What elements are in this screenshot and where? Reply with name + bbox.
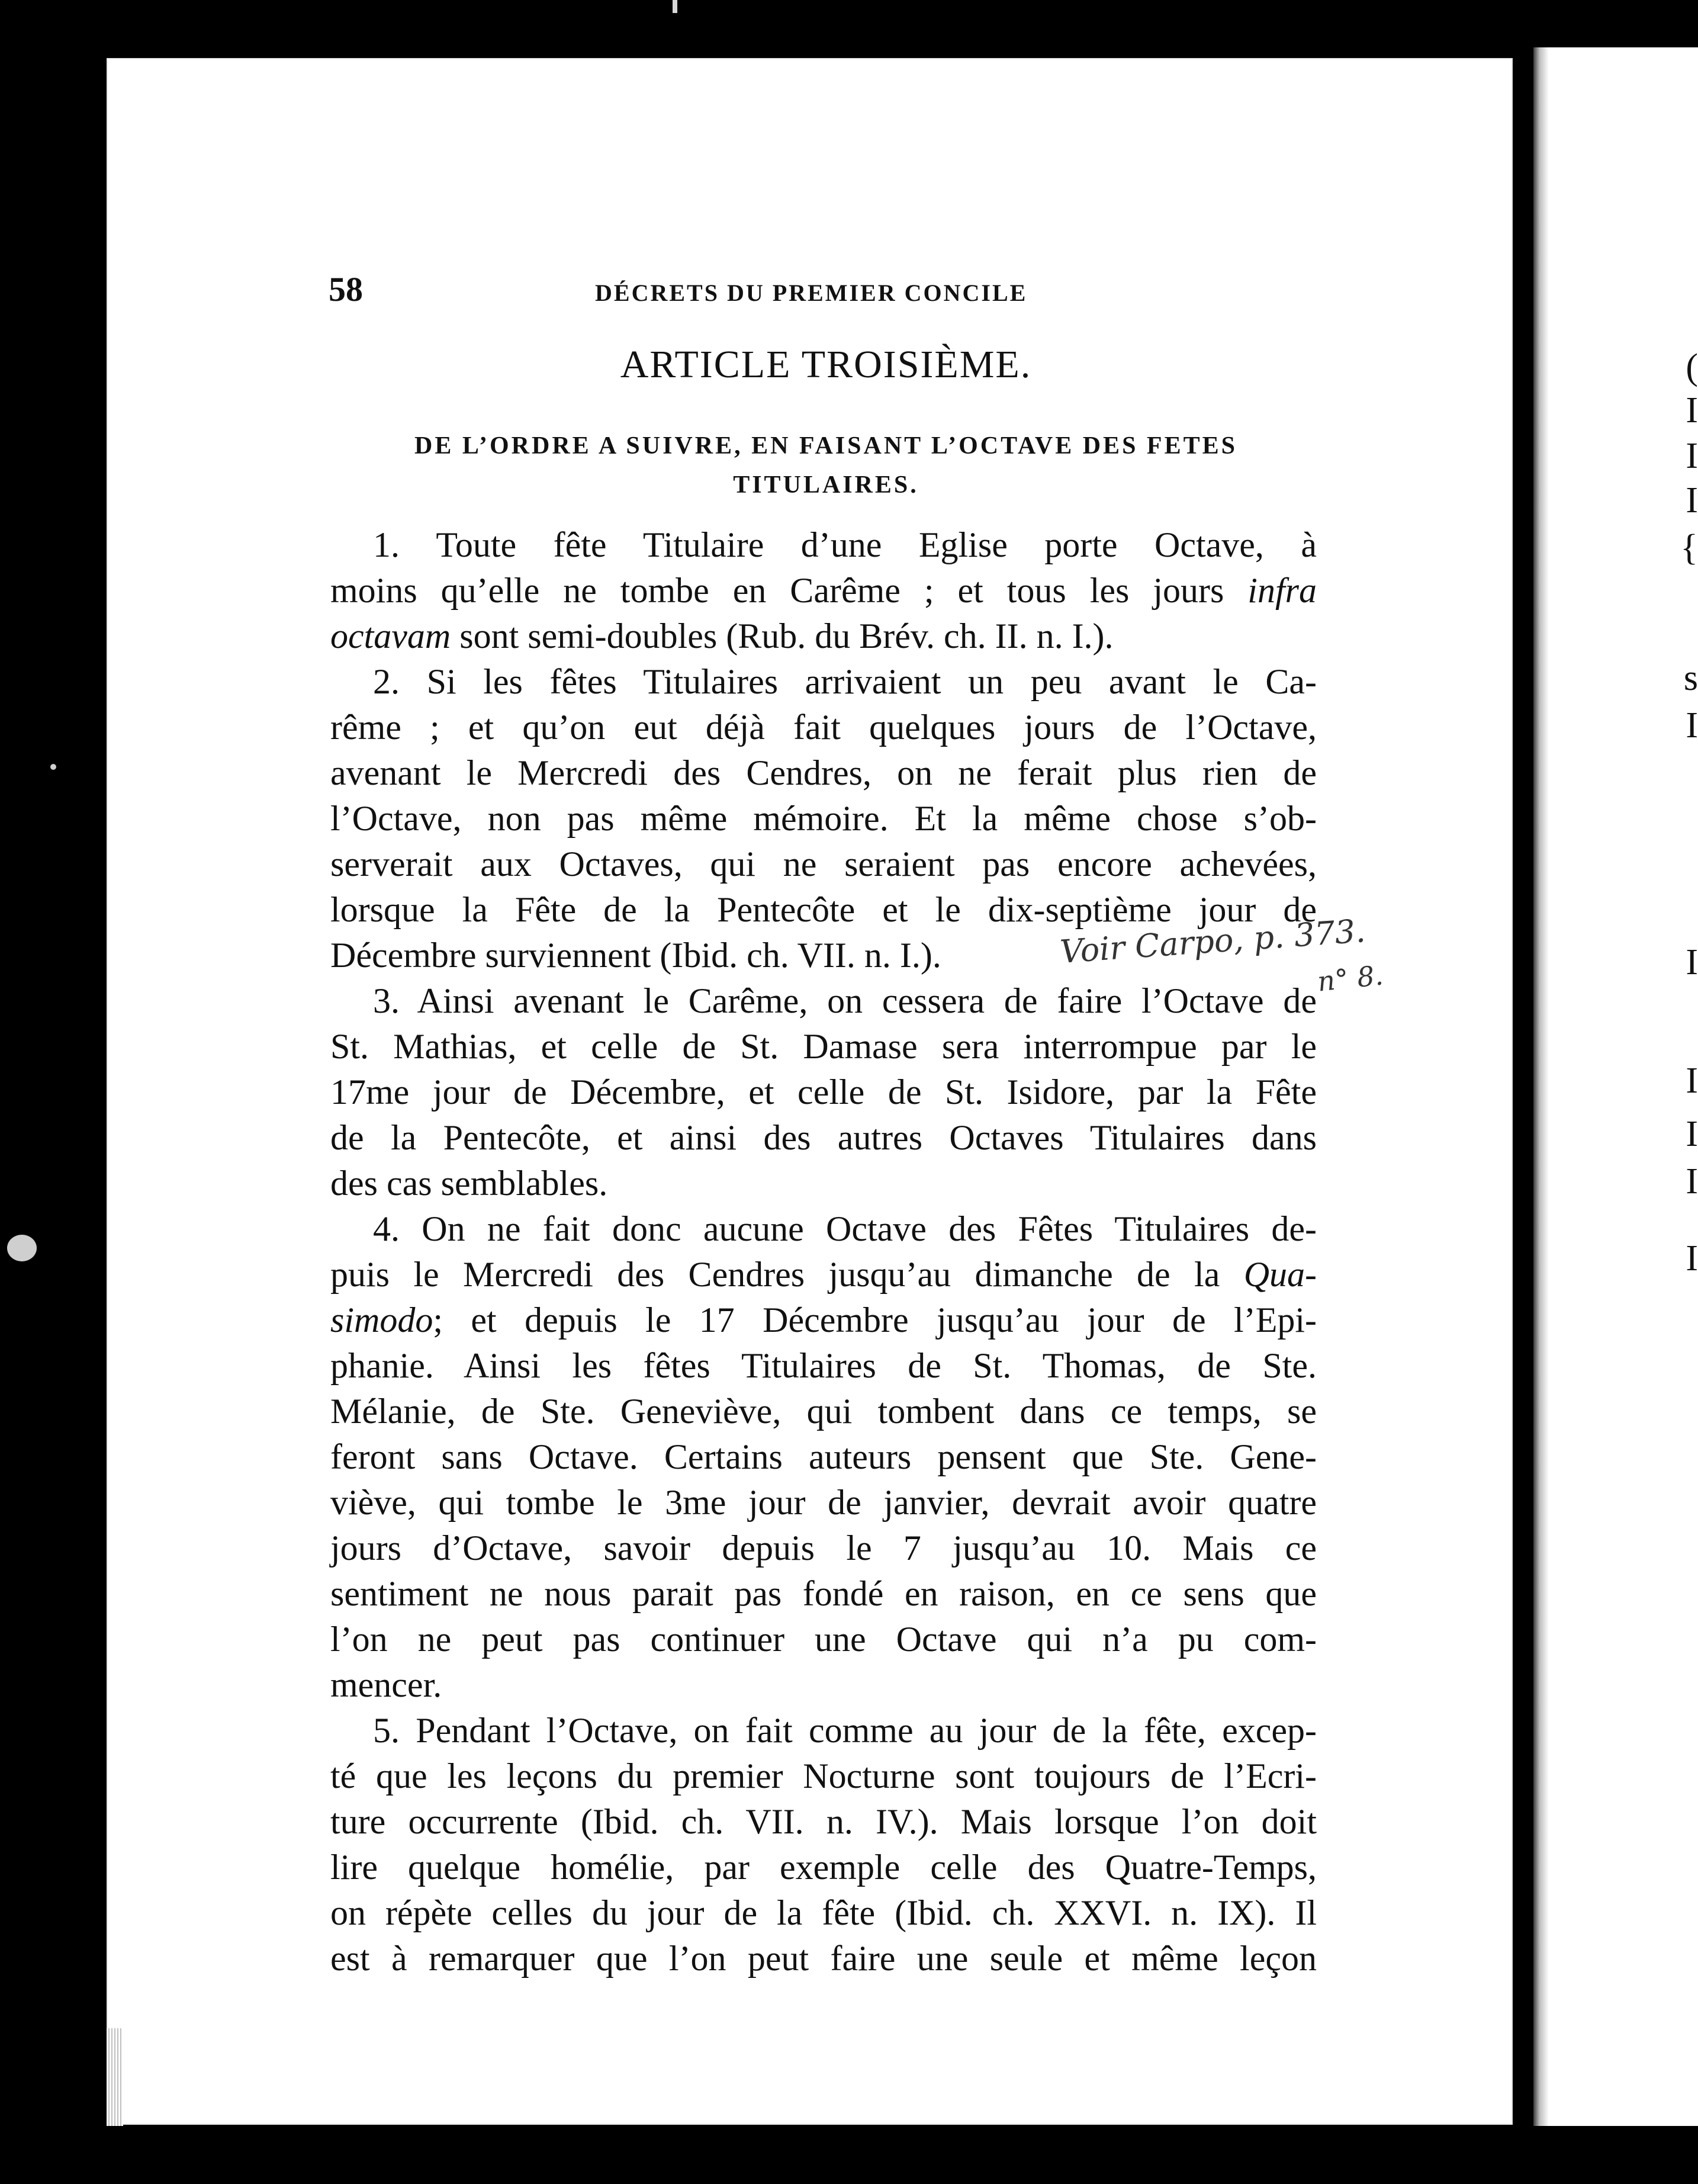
- facing-page-letter: I: [1686, 1161, 1698, 1202]
- text-segment: ; et depuis le 17 Décembre jusqu’au jour de l’Epi-: [433, 1300, 1317, 1340]
- section-heading: [337, 426, 1314, 505]
- text-line: phanie. Ainsi les fêtes Titulaires de St. Thomas, de Ste.: [330, 1346, 1317, 1385]
- text-line: 5. Pendant l’Octave, on fait comme au jour de la fête, excep-: [373, 1711, 1317, 1750]
- running-head: DÉCRETS DU PREMIER CONCILE: [595, 280, 1028, 306]
- facing-page-letter: (: [1686, 347, 1698, 387]
- text-segment: sont semi-doubles (Rub. du Brév. ch. II. n. I.).: [459, 616, 1114, 656]
- text-line: viève, qui tombe le 3me jour de janvier, devrait avoir quatre: [330, 1483, 1317, 1522]
- article-title: ARTICLE TROISIÈME.: [620, 343, 1032, 386]
- facing-page-fragment: [1533, 47, 1698, 2126]
- facing-page-letter: {: [1680, 528, 1698, 568]
- section-heading-line: DE L’ORDRE A SUIVRE, EN FAISANT L’OCTAVE DES FETES: [414, 432, 1237, 460]
- text-line: on répète celles du jour de la fête (Ibid. ch. XXVI. n. IX). Il: [330, 1893, 1317, 1932]
- scan-speck: [50, 764, 56, 770]
- text-line: 3. Ainsi avenant le Carême, on cessera de faire l’Octave de: [373, 981, 1317, 1020]
- text-line: 2. Si les fêtes Titulaires arrivaient un peu avant le Ca-: [373, 662, 1317, 701]
- italic-term: infra: [1247, 571, 1317, 610]
- text-line: 4. On ne fait donc aucune Octave des Fêtes Titulaires de-: [373, 1209, 1317, 1248]
- italic-term: simodo: [330, 1300, 433, 1340]
- text-line: l’Octave, non pas même mémoire. Et la même chose s’ob-: [330, 799, 1317, 838]
- text-line: jours d’Octave, savoir depuis le 7 jusqu’au 10. Mais ce: [330, 1528, 1317, 1568]
- text-line: l’on ne peut pas continuer une Octave qui n’a pu com-: [330, 1620, 1317, 1659]
- page-edge-stack: [107, 2028, 123, 2126]
- text-line: rême ; et qu’on eut déjà fait quelques jours de l’Octave,: [330, 708, 1317, 747]
- book-gutter: [1533, 47, 1549, 2126]
- text-line: ture occurrente (Ibid. ch. VII. n. IV.). Mais lorsque l’on doit: [330, 1802, 1317, 1841]
- scan-speck: [7, 1235, 37, 1261]
- scan-artifact: [673, 0, 677, 13]
- text-line: 1. Toute fête Titulaire d’une Eglise porte Octave, à: [373, 525, 1317, 564]
- text-line: mencer.: [330, 1665, 442, 1704]
- facing-page-letter: I: [1686, 942, 1698, 982]
- text-line: té que les leçons du premier Nocturne sont toujours de l’Ecri-: [330, 1756, 1317, 1796]
- text-line: 17me jour de Décembre, et celle de St. Isidore, par la Fête: [330, 1072, 1317, 1112]
- facing-page-letter: I: [1686, 1061, 1698, 1101]
- italic-term: octavam: [330, 616, 451, 656]
- text-line: Décembre surviennent (Ibid. ch. VII. n. I.).: [330, 936, 941, 975]
- facing-page-letter: I: [1686, 705, 1698, 746]
- text-segment: puis le Mercredi des Cendres jusqu’au dimanche de la: [330, 1255, 1220, 1294]
- page-header: [329, 269, 1075, 311]
- text-line: [330, 1297, 1317, 1343]
- text-line: lorsque la Fête de la Pentecôte et le dix-septième jour de: [330, 890, 1317, 929]
- text-line: feront sans Octave. Certains auteurs pensent que Ste. Gene-: [330, 1437, 1317, 1476]
- facing-page-letter: I: [1686, 390, 1698, 431]
- text-line: de la Pentecôte, et ainsi des autres Octaves Titulaires dans: [330, 1118, 1317, 1157]
- text-line: lire quelque homélie, par exemple celle des Quatre-Temps,: [330, 1848, 1317, 1887]
- text-segment: moins qu’elle ne tombe en Carême ; et tous les jours: [330, 571, 1224, 610]
- page-number: 58: [329, 270, 363, 309]
- italic-term: Qua-: [1243, 1255, 1317, 1294]
- text-line: est à remarquer que l’on peut faire une seule et même leçon: [330, 1939, 1317, 1978]
- body-text: [330, 522, 1317, 1981]
- facing-page-letter: s: [1683, 658, 1698, 698]
- text-line: [330, 1252, 1317, 1297]
- text-line: des cas semblables.: [330, 1164, 608, 1203]
- section-heading-line: TITULAIRES.: [733, 471, 919, 499]
- facing-page-letter: I: [1686, 1114, 1698, 1154]
- text-line: Mélanie, de Ste. Geneviève, qui tombent dans ce temps, se: [330, 1392, 1317, 1431]
- handwritten-margin-note: n° 8.: [1316, 959, 1385, 998]
- handwritten-margin-note: Voir Carpo, p. 373.: [1059, 912, 1367, 971]
- text-line: sentiment ne nous parait pas fondé en raison, en ce sens que: [330, 1574, 1317, 1613]
- text-line: serverait aux Octaves, qui ne seraient pas encore achevées,: [330, 844, 1317, 884]
- text-line: avenant le Mercredi des Cendres, on ne ferait plus rien de: [330, 753, 1317, 792]
- text-line: St. Mathias, et celle de St. Damase sera interrompue par le: [330, 1027, 1317, 1066]
- text-line: [330, 568, 1317, 614]
- facing-page-letter: I: [1686, 1238, 1698, 1279]
- facing-page-letter: I: [1686, 480, 1698, 521]
- text-line: [330, 614, 1317, 659]
- facing-page-letter: I: [1686, 436, 1698, 476]
